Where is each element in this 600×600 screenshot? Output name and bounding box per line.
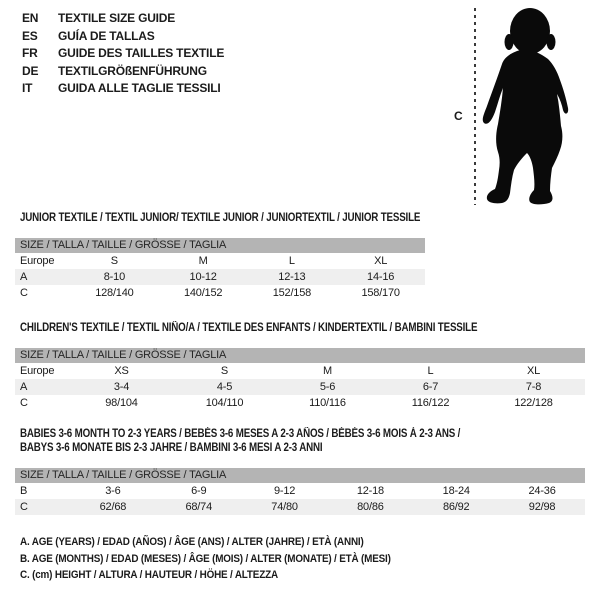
size-header-bar: SIZE / TALLA / TAILLE / GRÖSSE / TAGLIA xyxy=(15,348,585,363)
table-title: CHILDREN'S TEXTILE / TEXTIL NIÑO/A / TEXTILE DES ENFANTS / KINDERTEXTIL / BAMBINI TESSILE xyxy=(20,322,478,334)
table-row xyxy=(15,499,585,515)
table-rows xyxy=(15,253,425,301)
row-value: 116/122 xyxy=(411,397,450,409)
junior-textile-section xyxy=(15,211,425,301)
size-table xyxy=(15,238,425,301)
row-value: S xyxy=(220,365,229,377)
row-value: 7-8 xyxy=(525,381,542,393)
table-rows xyxy=(15,363,585,411)
toddler-silhouette xyxy=(483,8,568,204)
language-row xyxy=(22,63,224,81)
row-value: 6-9 xyxy=(191,485,207,497)
row-value: 128/140 xyxy=(95,287,134,299)
size-table xyxy=(15,348,585,411)
language-title: TEXTILE SIZE GUIDE xyxy=(58,11,176,25)
row-value: 98/104 xyxy=(105,397,138,409)
childrens-textile-section xyxy=(15,321,585,411)
row-label: Europe xyxy=(20,255,55,267)
language-title: TEXTILGRÖßENFÜHRUNG xyxy=(58,63,207,78)
language-row xyxy=(22,10,224,28)
language-title: GUIDA ALLE TAGLIE TESSILI xyxy=(58,81,221,95)
row-value: 140/152 xyxy=(183,287,223,299)
row-label: A xyxy=(20,381,28,393)
row-value: 9-12 xyxy=(273,485,296,497)
footnotes xyxy=(20,534,432,584)
language-code: ES xyxy=(22,28,38,43)
row-value: 74/80 xyxy=(271,501,298,513)
row-value: 158/170 xyxy=(361,287,400,299)
row-value: XL xyxy=(526,365,541,377)
table-row xyxy=(15,285,425,301)
row-value: 4-5 xyxy=(216,381,233,393)
row-label: A xyxy=(20,271,28,283)
size-table xyxy=(15,468,585,515)
row-value: XS xyxy=(114,365,129,377)
row-value: S xyxy=(110,255,118,267)
language-title: GUIDE DES TAILLES TEXTILE xyxy=(58,46,225,60)
table-row xyxy=(15,253,425,269)
row-value: 104/110 xyxy=(205,397,244,409)
row-value: 3-4 xyxy=(113,381,130,393)
row-value: 8-10 xyxy=(103,271,125,283)
language-code: IT xyxy=(22,81,33,95)
row-value: 68/74 xyxy=(185,501,212,513)
babies-textile-section xyxy=(15,427,585,515)
table-row xyxy=(15,379,585,395)
row-value: 18-24 xyxy=(442,485,470,497)
row-value: L xyxy=(427,365,434,377)
row-value: 12-18 xyxy=(356,485,384,497)
row-value: 3-6 xyxy=(105,485,121,497)
row-value: 6-7 xyxy=(422,381,439,393)
row-label: C xyxy=(20,501,28,513)
language-row xyxy=(22,28,224,46)
size-header-bar: SIZE / TALLA / TAILLE / GRÖSSE / TAGLIA xyxy=(15,468,585,483)
row-value: 14-16 xyxy=(367,271,395,283)
row-value: 24-36 xyxy=(528,485,556,497)
row-value: 152/158 xyxy=(272,287,312,299)
table-row xyxy=(15,483,585,499)
language-title-list xyxy=(22,10,224,98)
language-code: FR xyxy=(22,46,38,60)
row-value: 110/116 xyxy=(309,397,346,409)
footnote-line: B. AGE (MONTHS) / EDAD (MESES) / ÂGE (MOIS) / ALTER (MONATE) / ETÀ (MESI) xyxy=(20,552,391,565)
table-row xyxy=(15,395,585,411)
height-measure-label: C xyxy=(454,109,463,123)
size-header-bar: SIZE / TALLA / TAILLE / GRÖSSE / TAGLIA xyxy=(15,238,425,253)
footnote-line: A. AGE (YEARS) / EDAD (AÑOS) / ÂGE (ANS) / ALTER (JAHRE) / ETÀ (ANNI) xyxy=(20,536,364,548)
footnote-line: C. (cm) HEIGHT / ALTURA / HAUTEUR / HÖHE / ALTEZZA xyxy=(20,569,278,581)
row-value: 10-12 xyxy=(189,271,217,283)
row-value: 5-6 xyxy=(319,381,336,393)
row-value: M xyxy=(323,365,332,377)
table-row xyxy=(15,363,585,379)
table-rows xyxy=(15,483,585,515)
table-row xyxy=(15,269,425,285)
row-value: M xyxy=(198,255,208,267)
table-title: JUNIOR TEXTILE / TEXTIL JUNIOR/ TEXTILE JUNIOR / JUNIORTEXTIL / JUNIOR TESSILE xyxy=(20,212,421,224)
row-value: 122/128 xyxy=(514,397,553,409)
row-value: 80/86 xyxy=(357,501,384,513)
row-value: 86/92 xyxy=(442,501,470,513)
row-value: XL xyxy=(374,255,388,267)
language-title: GUÍA DE TALLAS xyxy=(58,28,155,43)
language-row xyxy=(22,80,224,98)
toddler-silhouette-figure xyxy=(450,0,580,212)
row-label: B xyxy=(20,485,28,497)
row-label: C xyxy=(20,397,28,409)
table-title: BABYS 3-6 MONATE BIS 2-3 JAHRE / BAMBINI 3-6 MESI A 2-3 ANNI xyxy=(20,442,323,454)
row-value: 62/68 xyxy=(99,501,127,513)
row-value: 12-13 xyxy=(278,271,306,283)
row-label: Europe xyxy=(20,365,55,377)
table-title: BABIES 3-6 MONTH TO 2-3 YEARS / BEBÉS 3-6 MESES A 2-3 AÑOS / BÉBÉS 3-6 MOIS À 2-3 ANS / xyxy=(20,428,461,440)
language-code: DE xyxy=(22,63,39,78)
language-code: EN xyxy=(22,11,39,25)
row-value: 92/98 xyxy=(528,501,556,513)
row-value: L xyxy=(288,255,295,267)
row-label: C xyxy=(20,287,28,299)
language-row xyxy=(22,45,224,63)
